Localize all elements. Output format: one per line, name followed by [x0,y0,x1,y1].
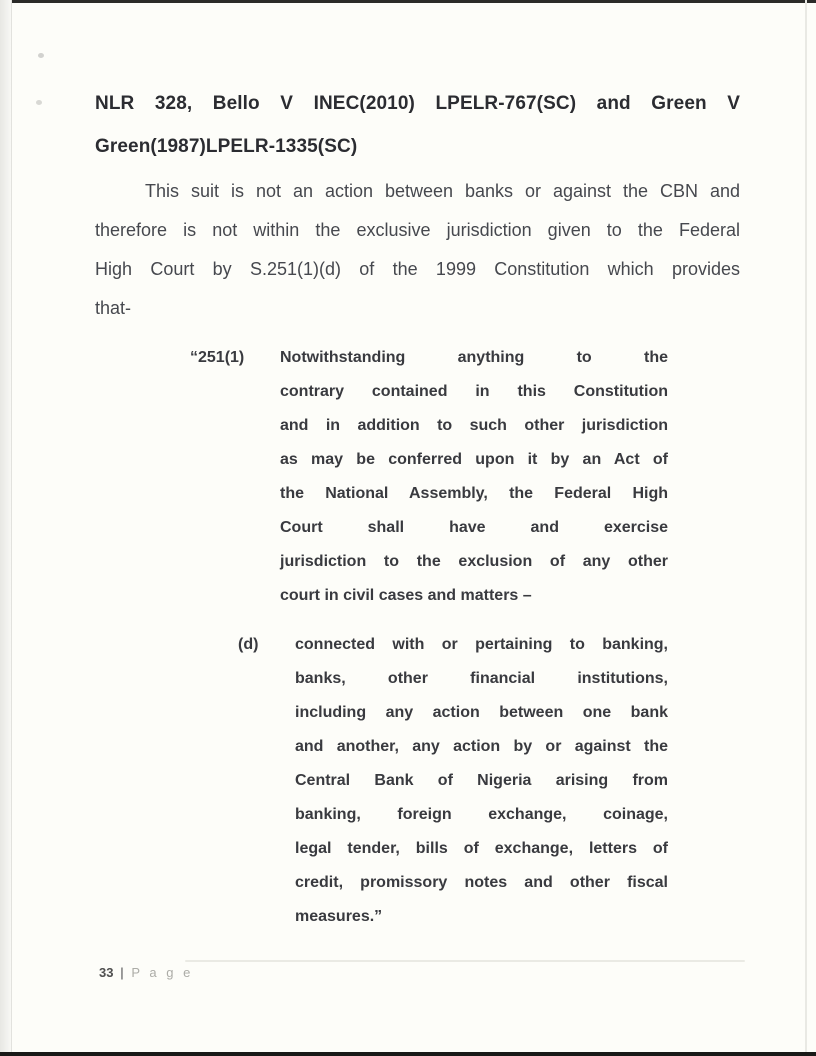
text-line: banks, other financial institutions, [295,670,668,687]
text-line: contrary contained in this Constitution [280,383,668,400]
case-citation-heading [95,82,740,168]
text-line: Green(1987)LPELR-1335(SC) [95,136,358,157]
text-line: Court shall have and exercise [280,519,668,536]
text-line: as may be conferred upon it by an Act of [280,451,668,468]
text-line: court in civil cases and matters – [280,587,532,604]
subclause-text [295,628,668,934]
text-line: therefore is not within the exclusive jurisdiction given to the Federal [95,220,740,240]
text-line: jurisdiction to the exclusion of any other [280,553,668,570]
text-line: legal tender, bills of exchange, letters of [295,840,668,857]
text-line: credit, promissory notes and other fiscal [295,874,668,891]
subclause-label: (d) [238,636,259,653]
quote-text [280,341,668,613]
scan-top-edge [0,0,816,3]
footer-separator: | [120,965,124,980]
text-line: Notwithstanding anything to the [280,349,668,366]
text-line: NLR 328, Bello V INEC(2010) LPELR-767(SC) and Green V [95,93,740,114]
text-line: including any action between one bank [295,704,668,721]
margin-speck [38,53,44,58]
constitution-quote-block [190,341,668,613]
page-number: 33 [99,965,114,980]
text-line: the National Assembly, the Federal High [280,485,668,502]
text-line: This suit is not an action between banks or against the CBN and [145,181,740,201]
footer-page-label: P a g e [131,965,194,980]
quote-section-label: “251(1) [190,349,245,366]
scan-right-edge [805,0,807,1056]
text-line: and another, any action by or against the [295,738,668,755]
text-line: High Court by S.251(1)(d) of the 1999 Constitution which provides [95,259,740,279]
scan-smudge [185,960,745,962]
text-line: that- [95,298,132,318]
text-line: Central Bank of Nigeria arising from [295,772,668,789]
body-paragraph [95,172,740,328]
text-line: measures.” [295,908,383,925]
scan-bottom-edge [0,1052,816,1056]
text-line: and in addition to such other jurisdiction [280,417,668,434]
text-line: connected with or pertaining to banking, [295,636,668,653]
page-footer [99,964,193,982]
subclause-d-block [238,628,668,934]
text-line: banking, foreign exchange, coinage, [295,806,668,823]
margin-speck [36,100,42,105]
scan-left-edge [0,0,12,1056]
